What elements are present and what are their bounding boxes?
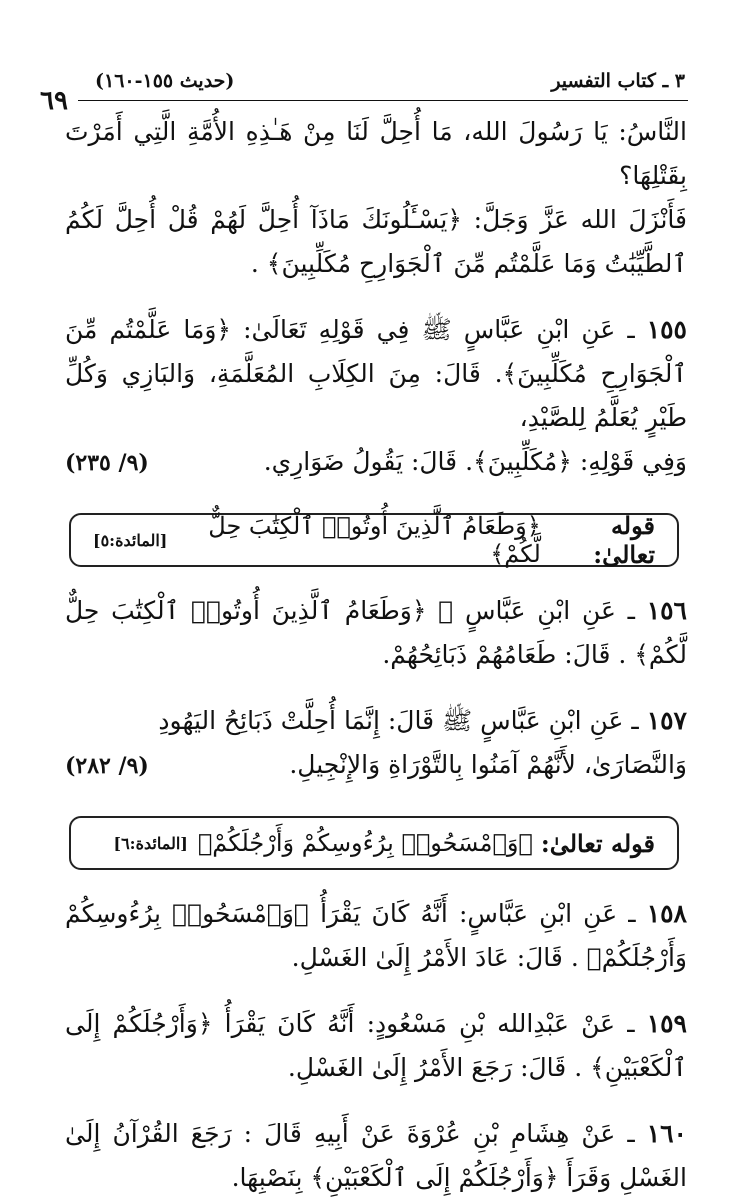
hadith-text: ـ عَنِ ابْنِ عَبَّاسٍ ﷺ قَالَ: إِنَّمَا أُحِلَّتْ ذَبَائِحُ اليَهُودِ — [158, 706, 647, 735]
quran-verse: ﴿وَأَرْجُلَكُمْ إِلَى ٱلْكَعْبَيْنِ﴾ — [310, 1163, 559, 1192]
hadith-body — [65, 699, 687, 743]
surah-reference: [المائدة:٦] — [113, 833, 188, 853]
hadith-number: ١٥٧ — [646, 706, 687, 735]
hadith-body — [65, 1112, 687, 1200]
intro-line: النَّاسُ: يَا رَسُولَ الله، مَا أُحِلَّ لَنَا مِنْ هَـٰذِهِ الأُمَّةِ الَّتِي أَمَرْتَ بِقَتْلِهَا؟ — [65, 117, 687, 190]
hadith-text: بِنَصْبِهَا. — [231, 1163, 311, 1192]
quran-verse: ﴿وَمَا عَلَّمْتُم مِّنَ ٱلْجَوَارِحِ مُكَلِّبِينَ﴾ — [65, 315, 687, 388]
hadith-156 — [65, 589, 687, 677]
volume-reference: (٩/ ٢٣٥) — [65, 450, 149, 476]
hadith-text: . قَالَ: مِنَ الكِلَابِ المُعَلَّمَةِ، وَالبَازِي وَكُلِّ طَيْرٍ يُعَلَّمُ لِلصَّيْدِ، — [65, 359, 687, 432]
section-verse: ﴿وَٱمْسَحُوا۟ بِرُءُوسِكُمْ وَأَرْجُلَكُمْ﴾ — [197, 829, 533, 857]
hadith-text: ـ عَنْ عَبْدِالله بْنِ مَسْعُودٍ: أَنَّهُ كَانَ يَقْرَأُ — [212, 1009, 647, 1038]
hadith-text: ـ عَنِ ابْنِ عَبَّاسٍ: أَنَّهُ كَانَ يَقْرَأُ — [308, 899, 647, 928]
hadith-number: ١٥٦ — [646, 596, 687, 625]
hadith-160 — [65, 1112, 687, 1200]
hadith-number: ١٥٨ — [646, 899, 687, 928]
chapter-title: ٣ ـ كتاب التفسير — [551, 70, 685, 92]
quran-verse: ﴿يَسْـَٔلُونَكَ مَاذَآ أُحِلَّ لَهُمْ قُلْ أُحِلَّ لَكُمُ ٱلطَّيِّبَٰتُ وَمَا عَلَّمْتُم مِّنَ ٱلْجَوَارِحِ مُكَلِّبِينَ﴾ — [65, 205, 687, 278]
hadith-text: ـ عَنْ هِشَامِ بْنِ عُرْوَةَ عَنْ أَبِيهِ قَالَ : رَجَعَ القُرْآنُ إِلَىٰ الغَسْلِ وَقَرَأَ — [65, 1119, 687, 1192]
hadith-body — [65, 308, 687, 440]
quran-verse: ﴿مُكَلِّبِينَ﴾ — [473, 447, 572, 476]
hadith-155 — [65, 308, 687, 485]
hadith-number: ١٥٥ — [646, 315, 687, 344]
hadith-text: وَفِي قَوْلِهِ: — [571, 447, 687, 476]
hadith-last-line — [65, 440, 687, 485]
hadith-number: ١٥٩ — [646, 1009, 687, 1038]
section-lead: قوله تعالىٰ: — [593, 511, 655, 569]
hadith-text: . قَالَ: طَعَامُهُمْ ذَبَائِحُهُمْ. — [382, 640, 635, 669]
hadith-text: ـ عَنِ ابْنِ عَبَّاسٍ ﷺ فِي قَوْلِهِ تَعَالَىٰ: — [231, 315, 647, 344]
section-lead: قوله تعالىٰ: — [540, 828, 655, 858]
quran-verse: ﴿وَٱمْسَحُوا۟ بِرُءُوسِكُمْ وَأَرْجُلَكُمْ﴾ — [65, 899, 687, 972]
hadith-157 — [65, 699, 687, 788]
hadith-body — [65, 892, 687, 980]
hadith-last-line — [65, 743, 687, 788]
page-content — [65, 110, 687, 1200]
quran-verse: ﴿وَأَرْجُلَكُمْ إِلَى ٱلْكَعْبَيْنِ﴾ — [65, 1009, 687, 1082]
hadith-body — [65, 589, 687, 677]
section-verse: ﴿وَطَعَامُ ٱلَّذِينَ أُوتُوا۟ ٱلْكِتَٰبَ حِلٌّ لَّكُمْ﴾ — [208, 512, 541, 568]
hadith-body — [65, 1002, 687, 1090]
volume-reference: (٩/ ٢٨٢) — [65, 753, 149, 779]
page-number: ٦٩ — [40, 86, 68, 116]
hadith-text: وَالنَّصَارَىٰ، لأَنَّهُمْ آمَنُوا بِالتَّوْرَاةِ وَالإِنْجِيلِ. — [289, 750, 687, 779]
intro-text: فَأَنْزَلَ الله عَزَّ وَجَلَّ: — [461, 205, 688, 234]
intro-line — [65, 198, 687, 286]
section-heading-box — [69, 513, 679, 567]
hadith-range: (حديث ١٥٥-١٦٠) — [95, 70, 235, 92]
intro-paragraph — [65, 110, 687, 286]
hadith-number: ١٦٠ — [646, 1119, 687, 1148]
hadith-158 — [65, 892, 687, 980]
hadith-text: . قَالَ: عَادَ الأَمْرُ إِلَىٰ الغَسْلِ. — [291, 943, 587, 972]
hadith-text: . قَالَ: رَجَعَ الأَمْرُ إِلَىٰ الغَسْلِ. — [287, 1053, 591, 1082]
hadith-text: ـ عَنِ ابْنِ عَبَّاسٍ ﷺ — [426, 596, 647, 625]
section-heading-box — [69, 816, 679, 870]
hadith-text: . قَالَ: يَقُولُ ضَوَارِي. — [263, 447, 474, 476]
running-header — [95, 66, 685, 96]
header-divider — [78, 100, 688, 101]
hadith-159 — [65, 1002, 687, 1090]
surah-reference: [المائدة:٥] — [93, 530, 168, 550]
intro-end: . — [250, 249, 267, 278]
quran-verse: ﴿وَطَعَامُ ٱلَّذِينَ أُوتُوا۟ ٱلْكِتَٰبَ حِلٌّ لَّكُمْ﴾ — [65, 596, 687, 669]
hadith-text-end — [264, 440, 687, 484]
